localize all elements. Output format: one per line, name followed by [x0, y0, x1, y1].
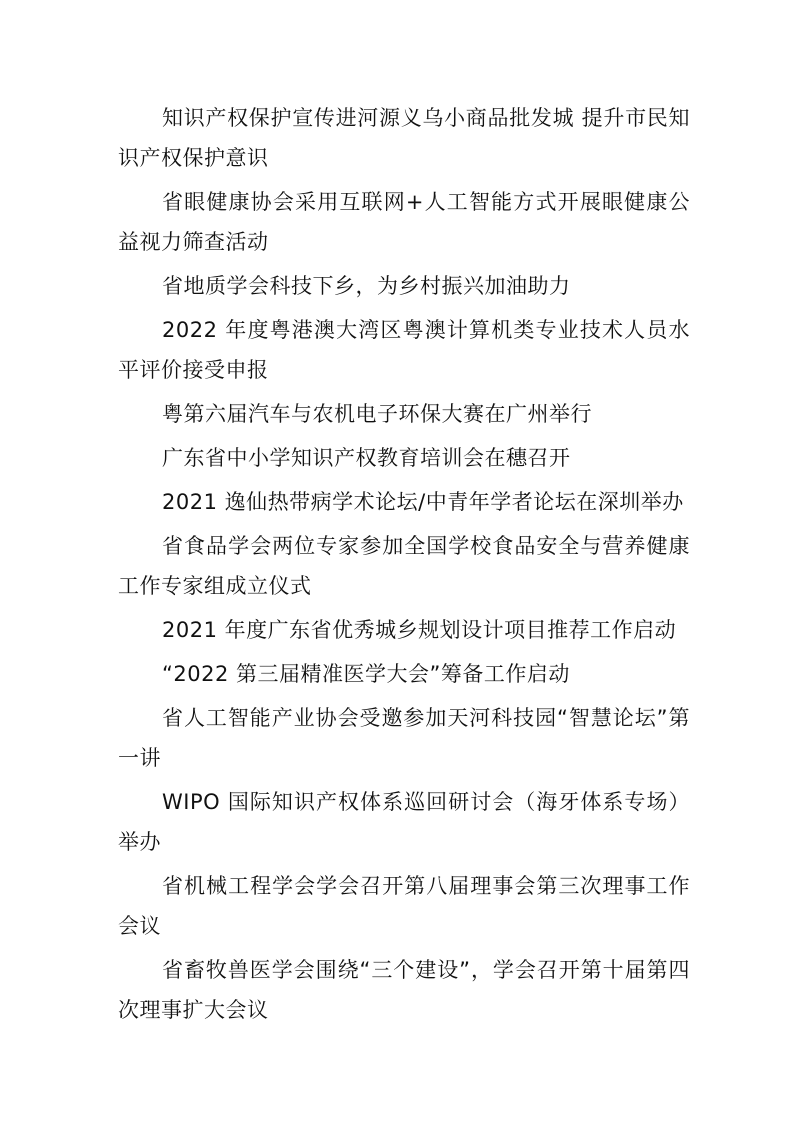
list-item: 省畜牧兽医学会围绕“三个建设”，学会召开第十届第四次理事扩大会议 [118, 958, 690, 1022]
list-item: 2021 年度广东省优秀城乡规划设计项目推荐工作启动 [162, 618, 677, 642]
list-item: 省地质学会科技下乡，为乡村振兴加油助力 [162, 274, 571, 298]
news-list [118, 98, 690, 1034]
list-item: “2022 第三届精准医学大会”筹备工作启动 [162, 662, 570, 686]
list-item: 省眼健康协会采用互联网+人工智能方式开展眼健康公益视力筛查活动 [118, 190, 690, 254]
list-item: 粤第六届汽车与农机电子环保大赛在广州举行 [162, 402, 592, 426]
list-item: 知识产权保护宣传进河源义乌小商品批发城 提升市民知识产权保护意识 [118, 106, 690, 170]
list-item: 省食品学会两位专家参加全国学校食品安全与营养健康工作专家组成立仪式 [118, 534, 690, 598]
list-item: 广东省中小学知识产权教育培训会在穗召开 [162, 446, 571, 470]
list-item: 2021 逸仙热带病学术论坛/中青年学者论坛在深圳举办 [162, 490, 684, 514]
list-item: WIPO 国际知识产权体系巡回研讨会（海牙体系专场）举办 [118, 790, 690, 854]
list-item: 省机械工程学会学会召开第八届理事会第三次理事工作会议 [118, 874, 690, 938]
list-item: 省人工智能产业协会受邀参加天河科技园“智慧论坛”第一讲 [118, 706, 690, 770]
list-item: 2022 年度粤港澳大湾区粤澳计算机类专业技术人员水平评价接受申报 [118, 318, 690, 382]
